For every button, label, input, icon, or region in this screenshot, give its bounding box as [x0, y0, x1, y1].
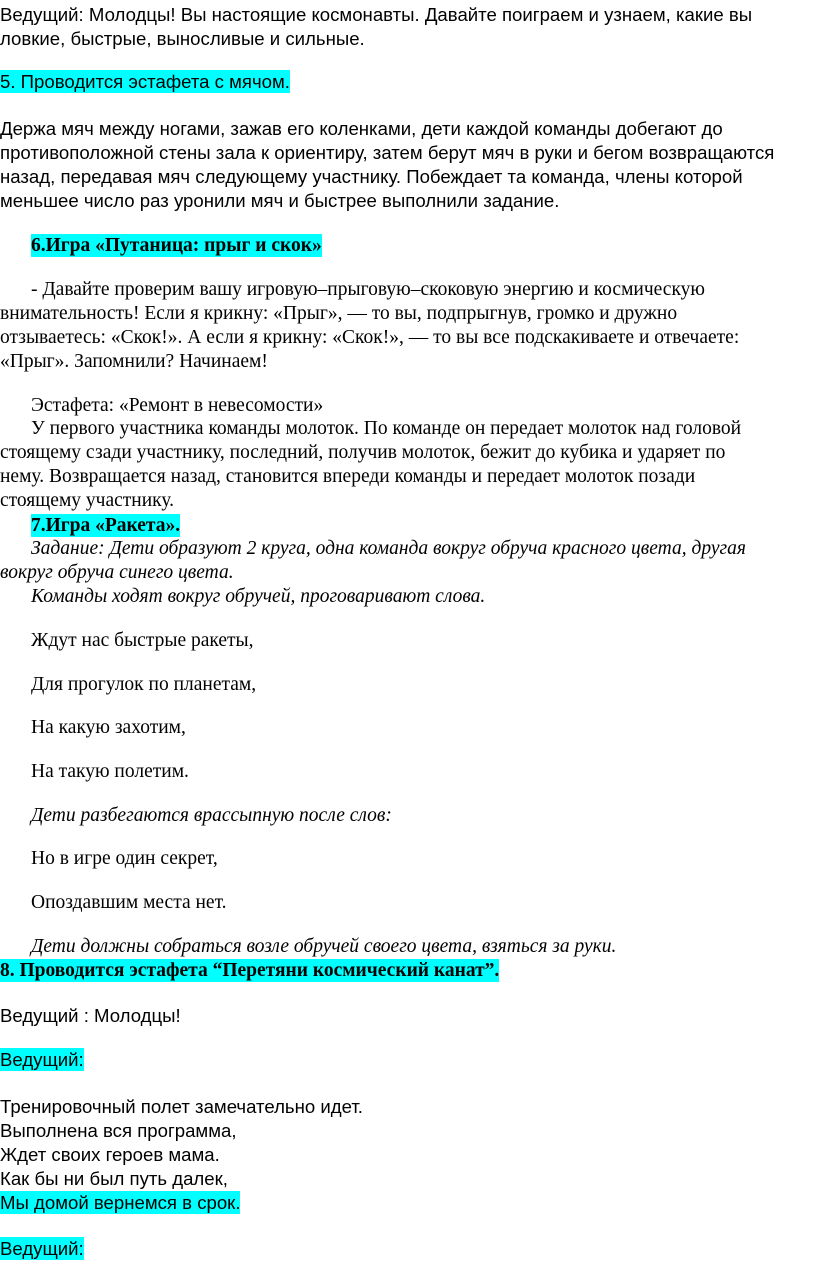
- confusion-line-3: отзываетесь: «Скок!». А если я крикну: «Скок!», — то вы все подскакиваете и отвечаете:: [0, 327, 740, 348]
- relay-repair-line-1: У первого участника команды молоток. По команде он передает молоток над головой: [31, 418, 742, 439]
- host-label-1: Ведущий:: [0, 1049, 84, 1070]
- relay-repair-title: Эстафета: «Ремонт в невесомости»: [31, 395, 324, 416]
- task-line-1: Задание: Дети образуют 2 круга, одна команда вокруг обруча красного цвета, другая: [31, 538, 746, 559]
- relay-repair-line-4: стоящему участнику.: [0, 490, 175, 511]
- relay-ball-line-2: противоположной стены зала к ориентиру, затем берут мяч в руки и бегом возвращаются: [0, 142, 775, 163]
- poem-rocket-line-2: Для прогулок по планетам,: [31, 674, 257, 695]
- poem-flight-line-3: Ждет своих героев мама.: [0, 1144, 220, 1165]
- confusion-line-4: «Прыг». Запомнили? Начинаем!: [0, 351, 268, 372]
- host-label-2: Ведущий:: [0, 1238, 84, 1259]
- host-praise: Ведущий : Молодцы!: [0, 1005, 181, 1026]
- poem-flight-line-2: Выполнена вся программа,: [0, 1120, 237, 1141]
- poem-rocket-line-4: На такую полетим.: [31, 761, 189, 782]
- poem-secret-line-2: Опоздавшим места нет.: [31, 892, 227, 913]
- poem-secret-line-1: Но в игре один секрет,: [31, 848, 218, 869]
- task-line-2: вокруг обруча синего цвета.: [0, 562, 234, 583]
- poem-rocket-line-3: На какую захотим,: [31, 717, 186, 738]
- heading-game-rocket: 7.Игра «Ракета».: [31, 515, 181, 536]
- scatter-instruction: Дети разбегаются врассыпную после слов:: [31, 805, 392, 826]
- intro-line-1: Ведущий: Молодцы! Вы настоящие космонавты. Давайте поиграем и узнаем, какие вы: [0, 4, 753, 25]
- heading-game-confusion: 6.Игра «Путаница: прыг и скок»: [31, 235, 322, 256]
- relay-ball-line-3: назад, передавая мяч следующему участнику. Побеждает та команда, члены которой: [0, 166, 743, 187]
- relay-ball-line-4: меньшее число раз уронили мяч и быстрее выполнили задание.: [0, 190, 560, 211]
- poem-flight-line-1: Тренировочный полет замечательно идет.: [0, 1096, 363, 1117]
- teams-walk: Команды ходят вокруг обручей, проговаривают слова.: [31, 586, 486, 607]
- relay-ball-line-1: Держа мяч между ногами, зажав его коленками, дети каждой команды добегают до: [0, 118, 723, 139]
- confusion-line-1: - Давайте проверим вашу игровую–прыговую–скоковую энергию и космическую: [31, 279, 705, 300]
- poem-flight-line-5: Мы домой вернемся в срок.: [0, 1192, 241, 1213]
- relay-repair-line-2: стоящему сзади участнику, последний, получив молоток, бежит до кубика и ударяет по: [0, 442, 726, 463]
- relay-repair-line-3: нему. Возвращается назад, становится впереди команды и передает молоток позади: [0, 466, 696, 487]
- heading-relay-rope: 8. Проводится эстафета “Перетяни космический канат”.: [0, 960, 500, 981]
- intro-line-2: ловкие, быстрые, выносливые и сильные.: [0, 28, 365, 49]
- confusion-line-2: внимательность! Если я крикну: «Прыг», — то вы, подпрыгнув, громко и дружно: [0, 303, 678, 324]
- poem-flight-line-4: Как бы ни был путь далек,: [0, 1168, 228, 1189]
- heading-relay-ball: 5. Проводится эстафета с мячом.: [0, 71, 290, 92]
- gather-instruction: Дети должны собраться возле обручей своего цвета, взяться за руки.: [31, 936, 617, 957]
- poem-rocket-line-1: Ждут нас быстрые ракеты,: [31, 630, 254, 651]
